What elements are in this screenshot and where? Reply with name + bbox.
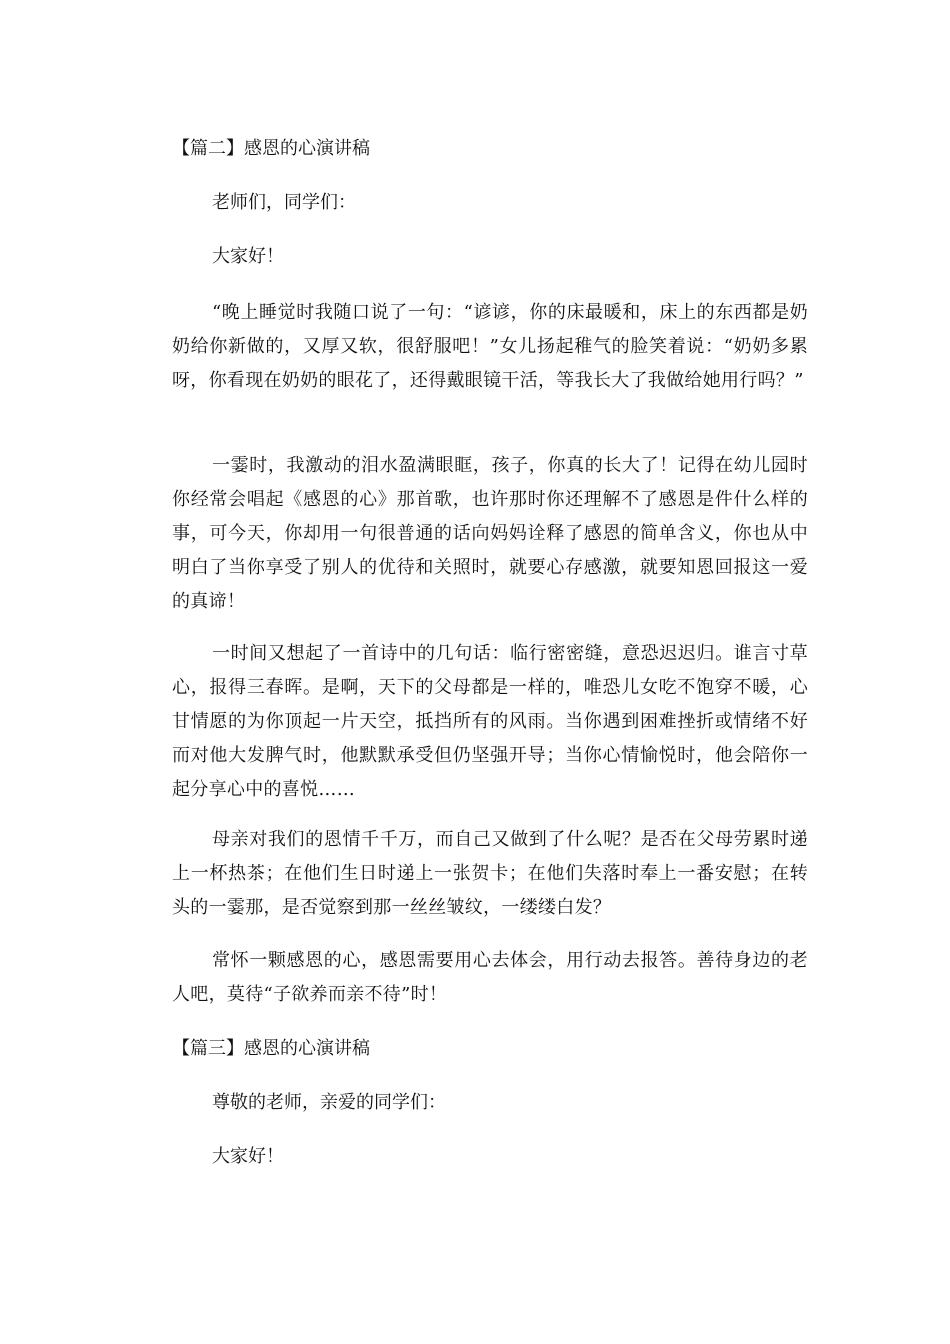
section-2-heading: 【篇二】感恩的心演讲稿: [172, 138, 370, 159]
section-3-heading: 【篇三】感恩的心演讲稿: [172, 1038, 370, 1059]
section-2-salutation: 老师们，同学们：: [212, 192, 356, 213]
section-2-greeting: 大家好！: [212, 246, 284, 267]
section-2-paragraph-2: 一霎时，我激动的泪水盈满眼眶，孩子，你真的长大了！记得在幼儿园时你经常会唱起《感恩的心》那首歌，也许那时你还理解不了感恩是件什么样的事，可今天，你却用一句很普通的话向妈妈诠释了感恩的简单含义，你也从中明白了当你享受了别人的优待和关照时，就要心存感激，就要知恩回报这一爱的真谛！: [172, 455, 808, 612]
section-3-salutation: 尊敬的老师，亲爱的同学们：: [212, 1092, 446, 1113]
section-3-greeting: 大家好！: [212, 1146, 284, 1167]
section-2-paragraph-4: 母亲对我们的恩情千千万，而自己又做到了什么呢？是否在父母劳累时递上一杯热茶；在他们生日时递上一张贺卡；在他们失落时奉上一番安慰；在转头的一霎那，是否觉察到那一丝丝皱纹，一缕缕白发？: [172, 829, 808, 918]
section-2-paragraph-1: “晚上睡觉时我随口说了一句：“谚谚，你的床最暖和，床上的东西都是奶奶给你新做的，又厚又软，很舒服吧！”女儿扬起稚气的脸笑着说：“奶奶多累呀，你看现在奶奶的眼花了，还得戴眼镜干活，等我长大了我做给她用行吗？”: [172, 302, 808, 391]
section-2-paragraph-3: 一时间又想起了一首诗中的几句话：临行密密缝，意恐迟迟归。谁言寸草心，报得三春晖。是啊，天下的父母都是一样的，唯恐儿女吃不饱穿不暖，心甘情愿的为你顶起一片天空，抵挡所有的风雨。当你遇到困难挫折或情绪不好而对他大发脾气时，他默默承受但仍坚强开导；当你心情愉悦时，他会陪你一起分享心中的喜悦……: [172, 643, 808, 800]
section-2-paragraph-5: 常怀一颗感恩的心，感恩需要用心去体会，用行动去报答。善待身边的老人吧，莫待“子欲养而亲不待”时！: [172, 950, 808, 1005]
